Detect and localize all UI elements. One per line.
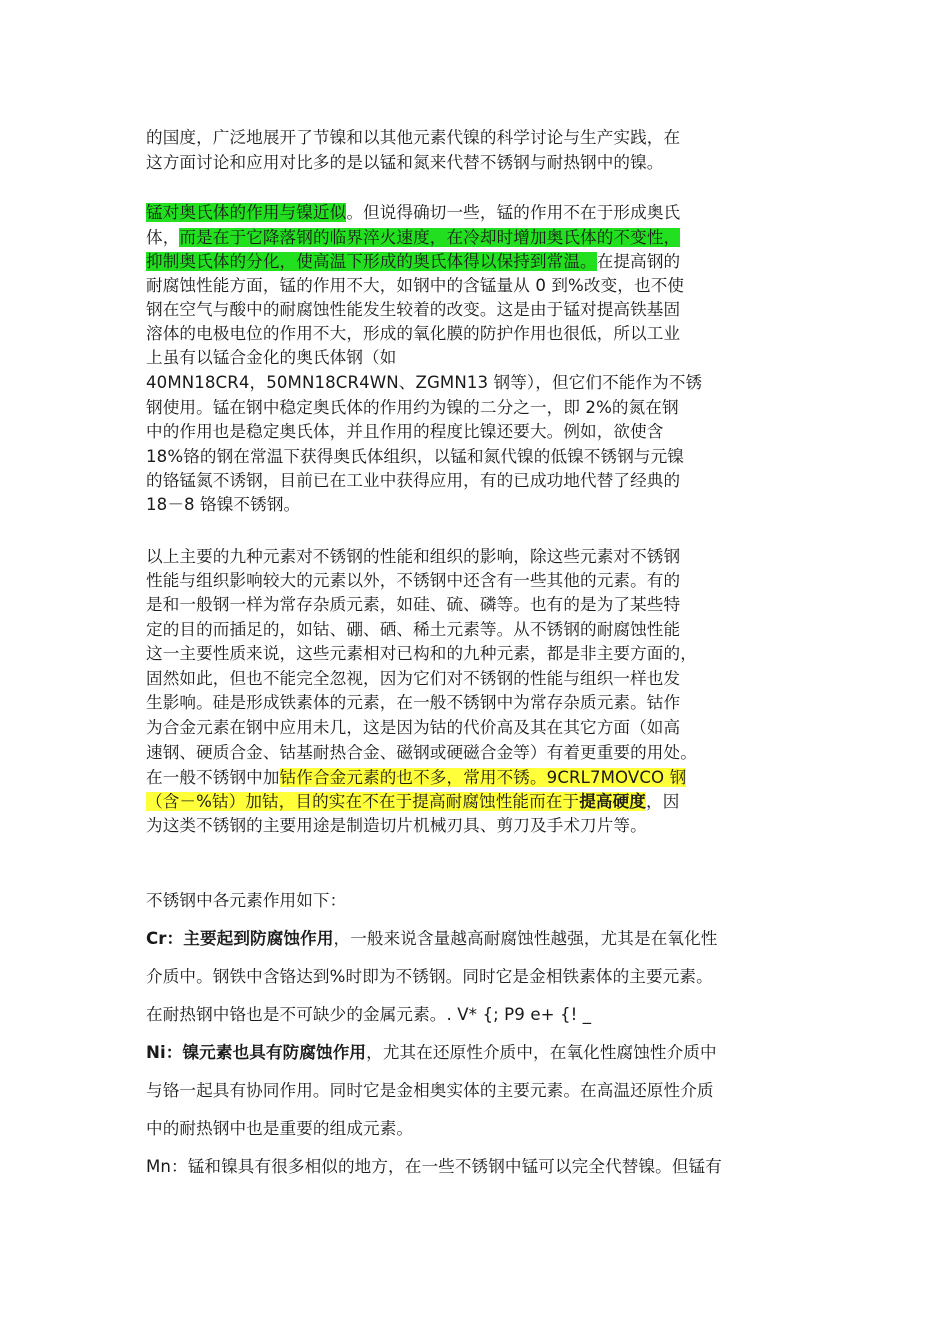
cr-line: 在耐热钢中铬也是不可缺少的金属元素。. V* {; P9 e+ {! _ — [146, 1005, 592, 1024]
highlighted-bold-text: 提高硬度 — [579, 792, 646, 811]
text-run: 。但说得确切一些，锰的作用不在于形成奥氏 — [346, 203, 681, 222]
paragraph-1-line: 的国度，广泛地展开了节镍和以其他元素代镍的科学讨论与生产实践，在 — [146, 128, 681, 147]
paragraph-3-line: 定的目的而插足的，如钴、硼、硒、稀土元素等。从不锈钢的耐腐蚀性能 — [146, 620, 681, 639]
ni-line — [146, 1041, 717, 1065]
text-run: 体， — [146, 228, 180, 247]
paragraph-2-line: 18%铬的钢在常温下获得奥氏体组织，以锰和氮代镍的低镍不锈钢与元镍 — [146, 447, 684, 466]
paragraph-3-line: 是和一般钢一样为常存杂质元素，如硅、硫、磷等。也有的是为了某些特 — [146, 595, 681, 614]
paragraph-2-line: 中的作用也是稳定奥氏体，并且作用的程度比镍还要大。例如，欲使含 — [146, 422, 664, 441]
paragraph-3-line: 以上主要的九种元素对不锈钢的性能和组织的影响，除这些元素对不锈钢 — [146, 547, 681, 566]
mn-line: Mn：锰和镍具有很多相似的地方，在一些不锈钢中锰可以完全代替镍。但锰有 — [146, 1157, 722, 1176]
cr-label: Cr： — [146, 929, 184, 948]
paragraph-1-line: 这方面讨论和应用对比多的是以锰和氮来代替不锈钢与耐热钢中的镍。 — [146, 153, 664, 172]
ni-label: Ni： — [146, 1043, 183, 1062]
paragraph-3-line: 速钢、硬质合金、钴基耐热合金、磁钢或硬磁合金等）有着更重要的用处。 — [146, 743, 697, 762]
paragraph-2-line: 钢在空气与酸中的耐腐蚀性能发生较着的改变。这是由于锰对提高铁基固 — [146, 300, 681, 319]
text-run: 在提高钢的 — [596, 252, 681, 271]
paragraph-2-line: 耐腐蚀性能方面，锰的作用不大，如钢中的含锰量从 0 到%改变，也不使 — [146, 276, 685, 295]
ni-line: 与铬一起具有协同作用。同时它是金相奥实体的主要元素。在高温还原性介质 — [146, 1081, 714, 1100]
highlighted-text: 而是在于它降落钢的临界淬火速度，在冷却时增加奥氏体的不变性， — [179, 228, 681, 247]
ni-bold-text: 镍元素也具有防腐蚀作用 — [182, 1043, 367, 1062]
paragraph-2-line: 40MN18CR4，50MN18CR4WN、ZGMN13 钢等），但它们不能作为不锈 — [146, 373, 703, 392]
paragraph-2-line — [146, 226, 680, 250]
paragraph-3-line: 为这类不锈钢的主要用途是制造切片机械刃具、剪刀及手术刀片等。 — [146, 816, 647, 835]
paragraph-2-line: 18－8 铬镍不锈钢。 — [146, 495, 301, 514]
paragraph-3-line: 为合金元素在钢中应用未几，这是因为钴的代价高及其在其它方面（如高 — [146, 718, 681, 737]
cr-line — [146, 927, 717, 951]
highlighted-text: （含－%钴）加钴，目的实在不在于提高耐腐蚀性能而在于 — [146, 792, 580, 811]
paragraph-3-line: 这一主要性质来说，这些元素相对已构和的九种元素，都是非主要方面的， — [146, 644, 697, 663]
paragraph-2-line: 钢使用。锰在钢中稳定奥氏体的作用约为镍的二分之一，即 2%的氮在钢 — [146, 398, 679, 417]
paragraph-2-line: 的铬锰氮不诱钢，目前已在工业中获得应用，有的已成功地代替了经典的 — [146, 471, 681, 490]
cr-bold-text: 主要起到防腐蚀作用 — [183, 929, 334, 948]
section-intro: 不锈钢中各元素作用如下： — [146, 891, 347, 910]
highlighted-text: 钴作合金元素的也不多，常用不锈。9CRL7MOVCO 钢 — [279, 768, 687, 787]
text-run: ，尤其在还原性介质中，在氧化性腐蚀性介质中 — [366, 1043, 717, 1062]
paragraph-3-line: 固然如此，但也不能完全忽视，因为它们对不锈钢的性能与组织一样也发 — [146, 669, 681, 688]
paragraph-3-line — [146, 766, 686, 790]
paragraph-3-line: 生影响。硅是形成铁素体的元素，在一般不锈钢中为常存杂质元素。钴作 — [146, 693, 681, 712]
highlighted-text: 抑制奥氏体的分化，使高温下形成的奥氏体得以保持到常温。 — [146, 252, 597, 271]
text-run: ，因 — [646, 792, 680, 811]
highlighted-text: 锰对奥氏体的作用与镍近似 — [146, 203, 347, 222]
text-run: 在一般不锈钢中加 — [146, 768, 280, 787]
paragraph-2-line: 上虽有以锰合金化的奥氏体钢（如 — [146, 348, 397, 367]
cr-line: 介质中。钢铁中含铬达到%时即为不锈钢。同时它是金相铁素体的主要元素。 — [146, 967, 713, 986]
paragraph-2-line: 溶体的电极电位的作用不大，形成的氧化膜的防护作用也很低，所以工业 — [146, 324, 681, 343]
text-run: ，一般来说含量越高耐腐蚀性越强，尤其是在氧化性 — [333, 929, 718, 948]
paragraph-2-line — [146, 201, 680, 225]
paragraph-3-line: 性能与组织影响较大的元素以外，不锈钢中还含有一些其他的元素。有的 — [146, 571, 681, 590]
paragraph-2-line — [146, 250, 680, 274]
paragraph-3-line — [146, 790, 679, 814]
ni-line: 中的耐热钢中也是重要的组成元素。 — [146, 1119, 414, 1138]
